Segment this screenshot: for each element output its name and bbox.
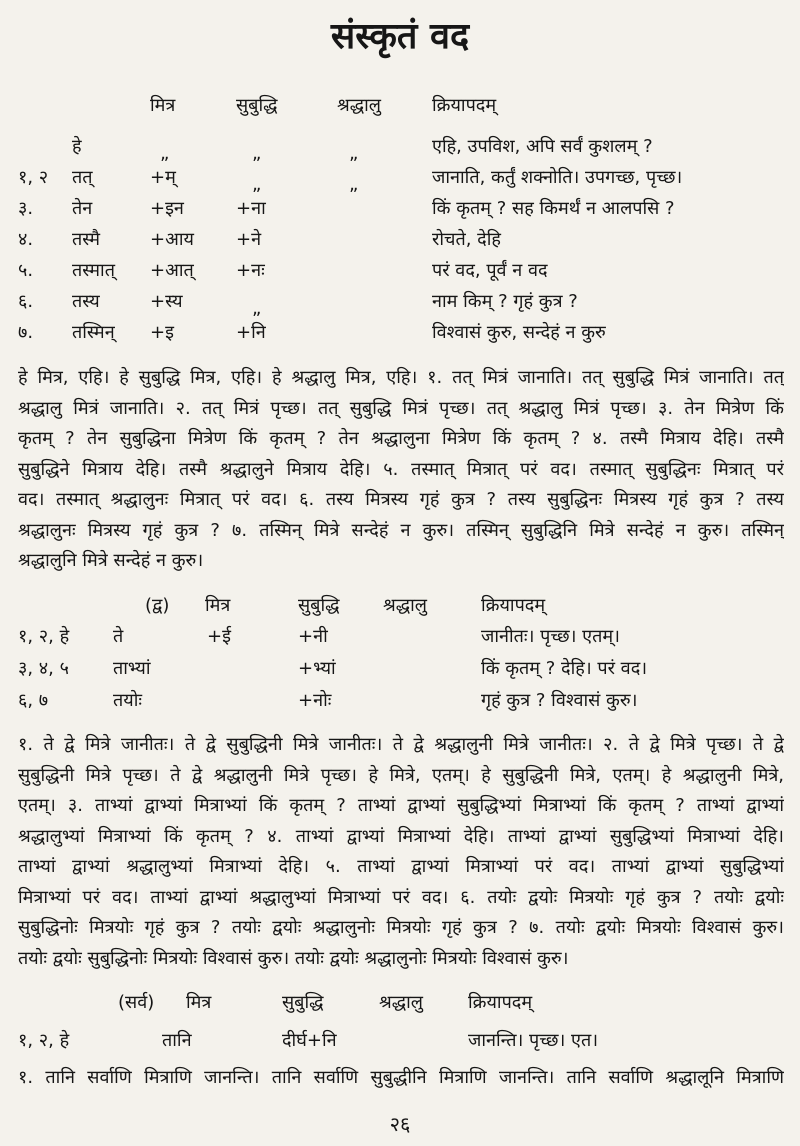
text-line: ताभ्यां द्वाभ्यां श्रद्धालुभ्यां मित्राभ्यां देहि। ५. ताभ्यां द्वाभ्यां मित्राभ्यां परं वद। ताभ्यां द्वाभ्यां सुबुद्धिभ्यां (18, 856, 784, 877)
table-cell: ताभ्यां (113, 658, 151, 679)
table-cell: तानि (162, 1030, 192, 1051)
table-cell: „ (252, 143, 262, 164)
table-cell: +इ (150, 322, 174, 343)
table-cell: १, २, हे (18, 1030, 70, 1051)
text-line: श्रद्धालु मित्रं जानाति। २. तत् मित्रं पृच्छ। तत् सुबुद्धि मित्रं पृच्छ। तत् श्रद्धालु मित्रं पृच्छ। ३. तेन मित्रेण किं (18, 397, 784, 419)
paragraph-dual (18, 730, 784, 974)
paragraph-plural (18, 1063, 784, 1094)
col-header-subuddhi: सुबुद्धि (236, 95, 278, 116)
table-cell: ७. (18, 322, 34, 343)
table-cell: तस्मात् (72, 260, 115, 281)
table-cell: +नोः (298, 690, 332, 711)
table-cell: ३, ४, ५ (18, 658, 69, 679)
table-cell: ६, ७ (18, 690, 49, 711)
text-line: १. तानि सर्वाणि मित्राणि जानन्ति। तानि सर्वाणि सुबुद्धीनि मित्राणि जानन्ति। तानि सर्वाणि श्रद्धालूनि मित्राणि (18, 1067, 784, 1088)
col-header-kriyapadam: क्रियापदम् (481, 595, 546, 616)
table-cell: तयोः (113, 690, 142, 711)
table-cell: तस्य (72, 291, 100, 312)
table-cell: ६. (18, 291, 34, 312)
table-cell: तत् (72, 167, 93, 188)
table-cell: +इन (150, 198, 184, 219)
col-header-number: (सर्व) (118, 992, 155, 1013)
col-header-shraddhalu: श्रद्धालु (383, 595, 427, 616)
table-cell: +भ्यां (298, 658, 336, 679)
table-cell: „ (252, 298, 262, 319)
table-cell: +नि (236, 322, 266, 343)
col-header-subuddhi: सुबुद्धि (282, 992, 324, 1013)
text-line: कृतम् ? तेन सुबुद्धिना मित्रेण किं कृतम् ? तेन श्रद्धालुना मित्रेण किं कृतम् ? ४. तस्मै मित्राय देहि। तस्मै (18, 428, 784, 449)
text-line: सुबुद्धिनी मित्रे पृच्छ। ते द्वे श्रद्धालुनी मित्रे पृच्छ। हे मित्रे, एतम्। हे सुबुद्धिनी मित्रे, एतम्। हे श्रद्धालुनी मित्रे, (18, 764, 784, 786)
table-cell: एहि, उपविश, अपि सर्वं कुशलम् ? (432, 136, 653, 157)
table-cell: तेन (72, 198, 93, 219)
text-line: सुबुद्धिनोः मित्रयोः गृहं कुत्र ? तयोः द्वयोः श्रद्धालुनोः मित्रयोः गृहं कुत्र ? ७. तयोः द्वयोः मित्रयोः विश्वासं कुरु। (18, 917, 784, 938)
table-cell: ते (113, 626, 124, 647)
text-line: श्रद्धालुनि मित्रे सन्देहं न कुरु। (18, 550, 204, 571)
table-cell: रोचते, देहि (432, 229, 501, 250)
col-header-mitra: मित्र (186, 992, 212, 1013)
page-title: संस्कृतं वद (330, 16, 470, 57)
paragraph-singular (18, 363, 784, 577)
text-line: तयोः द्वयोः सुबुद्धिनोः मित्रयोः विश्वासं कुरु। तयोः द्वयोः श्रद्धालुनोः मित्रयोः विश्वासं कुरु। (18, 947, 569, 969)
text-line: मित्राभ्यां परं वद। ताभ्यां द्वाभ्यां श्रद्धालुभ्यां मित्राभ्यां परं वद। ६. तयोः द्वयोः मित्रयोः गृहं कुत्र ? तयोः द्वयोः (18, 886, 784, 908)
table-cell: दीर्घ+नि (282, 1030, 337, 1051)
table-cell: „ (349, 143, 359, 164)
table-cell: किं कृतम् ? देहि। परं वद। (481, 658, 648, 679)
table-cell: १, २ (18, 167, 49, 188)
table-cell: +नी (298, 626, 328, 647)
table-cell: किं कृतम् ? सह किमर्थं न आलपसि ? (432, 198, 675, 219)
table-cell: +आय (150, 229, 194, 250)
col-header-mitra: मित्र (205, 595, 231, 616)
table-cell: गृहं कुत्र ? विश्वासं कुरु। (481, 690, 638, 711)
table-cell: नाम किम् ? गृहं कुत्र ? (432, 291, 578, 312)
col-header-kriyapadam: क्रियापदम् (432, 95, 497, 116)
table-cell: +ना (236, 198, 266, 219)
table-cell: ३. (18, 198, 34, 219)
table-cell: +ने (236, 229, 262, 250)
table-cell: तस्मै (72, 229, 101, 250)
table-cell: „ (160, 143, 170, 164)
text-line: हे मित्र, एहि। हे सुबुद्धि मित्र, एहि। हे श्रद्धालु मित्र, एहि। १. तत् मित्रं जानाति। तत् सुबुद्धि मित्रं जानाति। तत् (18, 367, 784, 388)
col-header-subuddhi: सुबुद्धि (298, 595, 340, 616)
table-cell: +आत् (150, 260, 194, 281)
col-header-number: (द्व) (145, 595, 170, 616)
text-line: सुबुद्धिने मित्राय देहि। तस्मै श्रद्धालुने मित्राय देहि। ५. तस्मात् मित्रात् परं वद। तस्मात् सुबुद्धिनः मित्रात् परं (18, 458, 784, 480)
table-cell: १, २, हे (18, 626, 70, 647)
table-cell: विश्वासं कुरु, सन्देहं न कुरु (432, 322, 606, 343)
col-header-kriyapadam: क्रियापदम् (468, 992, 533, 1013)
table-cell: +नः (236, 260, 265, 281)
col-header-mitra: मित्र (150, 95, 176, 116)
table-cell: तस्मिन् (72, 322, 115, 343)
table-cell: ५. (18, 260, 34, 281)
text-line: १. ते द्वे मित्रे जानीतः। ते द्वे सुबुद्धिनी मित्रे जानीतः। ते द्वे श्रद्धालुनी मित्रे जानीतः। २. ते द्वे मित्रे पृच्छ। ते द्वे (18, 734, 784, 755)
table-cell: +म् (150, 167, 176, 188)
table-cell: परं वद, पूर्वं न वद (432, 260, 548, 281)
table-cell: जानन्ति। पृच्छ। एत। (468, 1030, 599, 1051)
table-cell: हे (72, 136, 82, 157)
table-cell: +स्य (150, 291, 183, 312)
col-header-shraddhalu: श्रद्धालु (337, 95, 381, 116)
page-number: २६ (389, 1112, 411, 1136)
table-cell: ४. (18, 229, 34, 250)
text-line: वद। तस्मात् श्रद्धालुनः मित्रात् परं वद। ६. तस्य मित्रस्य गृहं कुत्र ? तस्य सुबुद्धिनः मित्रस्य गृहं कुत्र ? तस्य (18, 489, 784, 510)
text-line: एतम्। ३. ताभ्यां द्वाभ्यां मित्राभ्यां किं कृतम् ? ताभ्यां द्वाभ्यां सुबुद्धिभ्यां मित्राभ्यां किं कृतम् ? ताभ्यां द्वाभ्यां (18, 795, 784, 816)
text-line: श्रद्धालुभ्यां मित्राभ्यां किं कृतम् ? ४. ताभ्यां द्वाभ्यां मित्राभ्यां देहि। ताभ्यां द्वाभ्यां सुबुद्धिभ्यां मित्राभ्यां देहि। (18, 825, 784, 847)
table-cell: „ (349, 174, 359, 195)
table-cell: +ई (207, 626, 231, 647)
table-cell: „ (252, 174, 262, 195)
col-header-shraddhalu: श्रद्धालु (379, 992, 423, 1013)
table-cell: जानीतः। पृच्छ। एतम्। (481, 626, 620, 647)
table-cell: जानाति, कर्तुं शक्नोति। उपगच्छ, पृच्छ। (432, 167, 683, 188)
text-line: श्रद्धालुनः मित्रस्य गृहं कुत्र ? ७. तस्मिन् मित्रे सन्देहं न कुरु। तस्मिन् सुबुद्धिनि मित्रे सन्देहं न कुरु। तस्मिन् (18, 519, 784, 541)
